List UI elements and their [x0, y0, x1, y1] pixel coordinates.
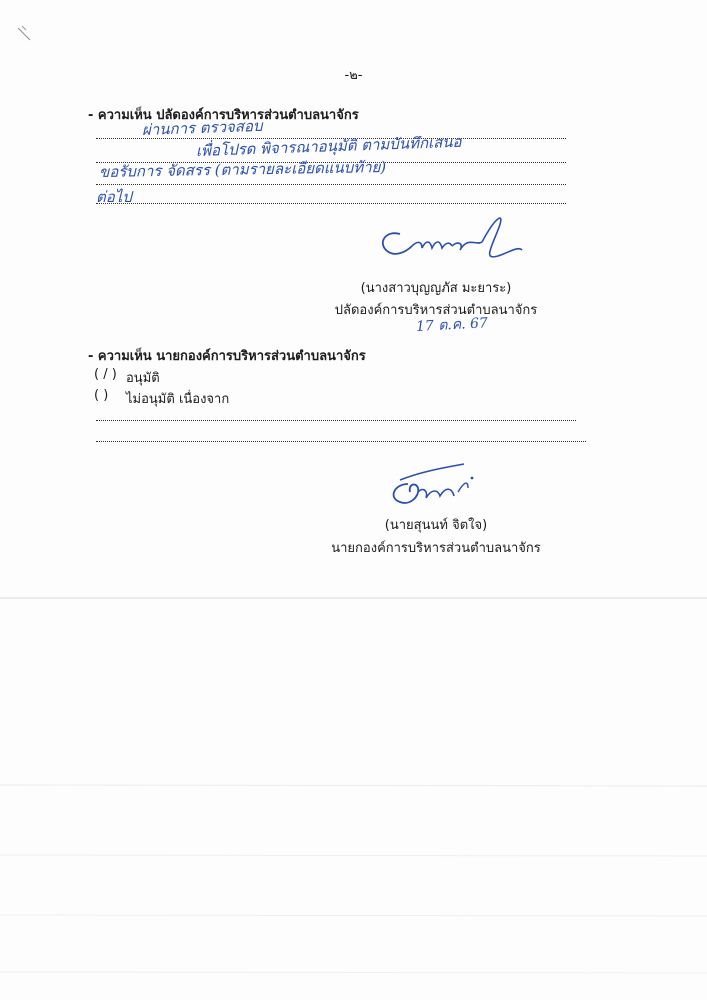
mayor-opinion-heading: - ความเห็น นายกองค์การบริหารส่วนตำบลนาจักร	[88, 349, 366, 364]
reject-checkbox: ( )	[94, 388, 109, 403]
deputy-signer-position: ปลัดองค์การบริหารส่วนตำบลนาจักร	[334, 303, 538, 318]
handwritten-comment-line: ต่อไป	[96, 188, 132, 206]
answer-line	[96, 203, 566, 204]
reject-option-label: ไม่อนุมัติ เนื่องจาก	[126, 392, 230, 407]
mayor-signer-position: นายกองค์การบริหารส่วนตำบลนาจักร	[331, 541, 541, 556]
reason-line	[96, 441, 586, 442]
handwritten-comment-line: เพื่อโปรด พิจารณาอนุมัติ ตามบันทึกเสนอ	[195, 132, 462, 160]
mayor-signer-name: (นายสุนนท์ จิตใจ)	[384, 518, 488, 533]
deputy-signer-name: (นางสาวบุญญภัส มะยาระ)	[360, 281, 512, 296]
approve-option-label: อนุมัติ	[126, 371, 160, 386]
handwritten-comment-line: ขอรับการ จัดสรร (ตามรายละเอียดแนบท้าย)	[98, 157, 387, 181]
approve-checkbox: ( / )	[94, 367, 117, 382]
handwritten-comment-line: ผ่านการ ตรวจสอบ	[141, 116, 263, 139]
deputy-signature	[372, 206, 532, 268]
page-number: -๒-	[344, 68, 363, 83]
answer-line	[96, 184, 566, 185]
mayor-signature	[380, 462, 490, 512]
deputy-opinion-heading: - ความเห็น ปลัดองค์การบริหารส่วนตำบลนาจักร	[88, 108, 359, 123]
handwritten-date: 17 ต.ค. 67	[415, 315, 489, 335]
reason-line	[96, 420, 576, 421]
